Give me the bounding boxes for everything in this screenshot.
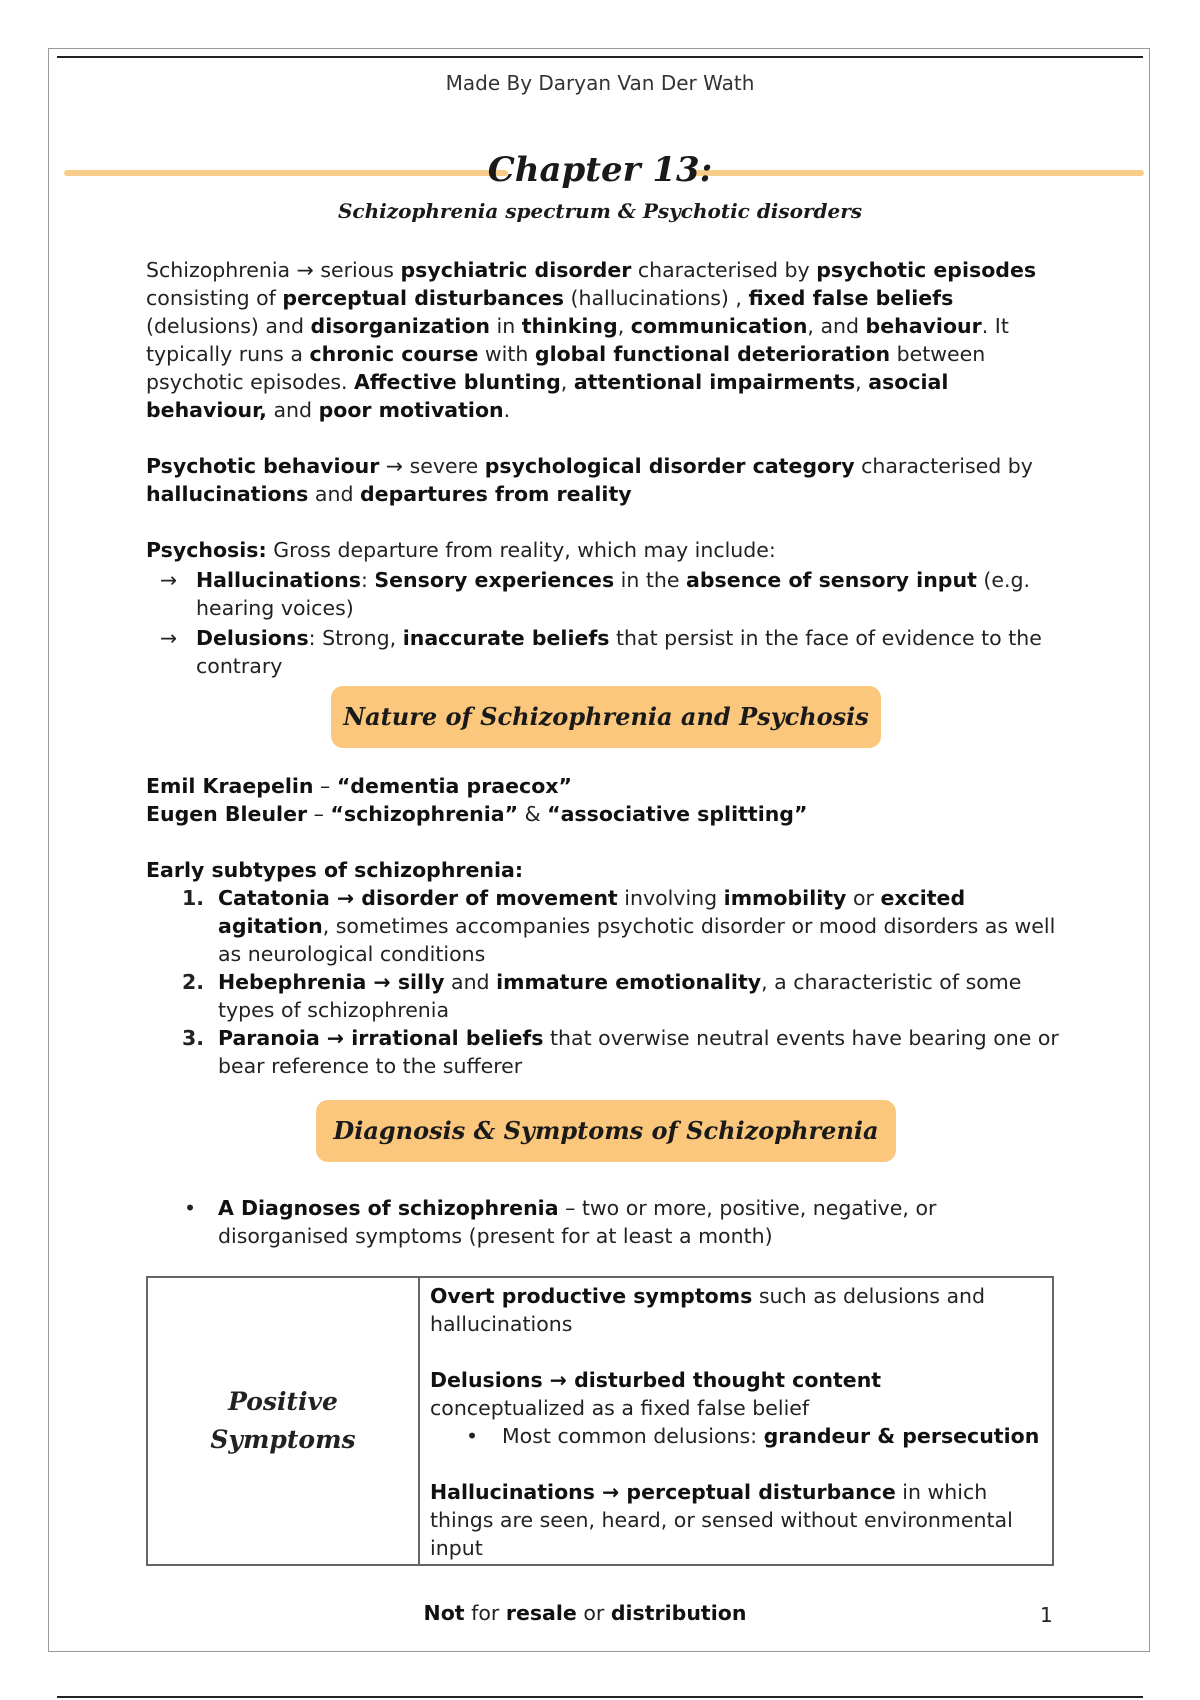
subtypes-section <box>146 856 1066 1080</box>
list-number: 2. <box>182 970 205 994</box>
item-text: and <box>444 970 497 994</box>
list-item <box>146 566 1066 622</box>
item-text: or <box>846 886 881 910</box>
intro-text: , and <box>807 314 866 338</box>
symptom-category-label: Symptoms <box>210 1425 356 1454</box>
history-dash: – <box>313 774 337 798</box>
psychosis-text: Gross departure from reality, which may include: <box>266 538 776 562</box>
intro-bold: communication <box>630 314 808 338</box>
symptom-paragraph <box>430 1478 1042 1562</box>
item-bold: Delusions <box>196 626 309 650</box>
intro-bold: perceptual disturbances <box>282 286 564 310</box>
intro-text: in <box>490 314 522 338</box>
section-banner-diagnosis: Diagnosis & Symptoms of Schizophrenia <box>316 1100 896 1162</box>
item-text: – two or more, positive, negative, or disorganised symptoms (present for at least a month) <box>218 1196 937 1248</box>
arrow-bullet-icon: → <box>160 568 178 592</box>
symptom-description-cell <box>419 1277 1053 1565</box>
psychotic-behaviour-bold: departures from reality <box>360 482 632 506</box>
item-bold: immobility <box>723 886 847 910</box>
history-name: Eugen Bleuler <box>146 802 308 826</box>
intro-bold: psychotic episodes <box>816 258 1037 282</box>
item-bold: grandeur & persecution <box>763 1424 1040 1448</box>
intro-bold: attentional impairments <box>573 370 856 394</box>
item-bold: Hallucinations → perceptual disturbance <box>430 1480 896 1504</box>
psychosis-list <box>146 566 1066 680</box>
symptom-paragraph <box>430 1282 1042 1338</box>
history-dash: – <box>307 802 331 826</box>
history-term: “associative splitting” <box>547 802 808 826</box>
intro-bold: behaviour <box>865 314 982 338</box>
item-bold: Hebephrenia → silly <box>218 970 445 994</box>
item-bold: absence of sensory input <box>686 568 977 592</box>
psychotic-behaviour-paragraph <box>146 452 1066 508</box>
item-text: Most common delusions: <box>502 1424 764 1448</box>
intro-text: . It typically runs a <box>146 314 1009 366</box>
arrow-bullet-icon: → <box>160 626 178 650</box>
history-term: “dementia praecox” <box>336 774 572 798</box>
subtypes-list <box>146 884 1066 1080</box>
history-term: “schizophrenia” <box>330 802 519 826</box>
intro-paragraph <box>146 256 1066 424</box>
item-text: that overwise neutral events have bearing one or bear reference to the sufferer <box>218 1026 1059 1078</box>
item-bold: excited agitation <box>218 886 966 938</box>
item-text: (e.g. hearing voices) <box>196 568 1031 620</box>
symptom-paragraph <box>430 1366 1042 1422</box>
item-text: in the <box>614 568 687 592</box>
item-bold: Paranoia → irrational beliefs <box>218 1026 544 1050</box>
item-bold: Delusions → disturbed thought content <box>430 1368 882 1392</box>
section-banner-nature: Nature of Schizophrenia and Psychosis <box>331 686 881 748</box>
item-bold: A Diagnoses of schizophrenia <box>218 1196 559 1220</box>
list-item <box>146 884 1066 968</box>
list-item <box>430 1422 1042 1450</box>
psychotic-behaviour-text: characterised by <box>854 454 1033 478</box>
intro-text: between psychotic episodes. <box>146 342 986 394</box>
intro-bold: Affective blunting <box>354 370 561 394</box>
top-rule <box>57 56 1143 58</box>
chapter-title: Chapter 13: <box>487 150 713 190</box>
footer-bold: resale <box>505 1601 577 1625</box>
intro-text: consisting of <box>146 286 283 310</box>
item-bold: immature emotionality <box>496 970 762 994</box>
psychotic-behaviour-bold: Psychotic behaviour <box>146 454 380 478</box>
item-text: : Strong, <box>308 626 403 650</box>
list-number: 3. <box>182 1026 205 1050</box>
intro-bold: fixed false beliefs <box>748 286 954 310</box>
intro-text: (delusions) and <box>146 314 311 338</box>
psychosis-label: Psychosis: <box>146 538 267 562</box>
intro-text: , <box>855 370 869 394</box>
chapter-subtitle: Schizophrenia spectrum & Psychotic disorders <box>337 199 863 223</box>
item-bold: Catatonia → disorder of movement <box>218 886 618 910</box>
list-item <box>146 624 1066 680</box>
intro-text: , <box>617 314 631 338</box>
list-item <box>146 1024 1066 1080</box>
footer-bold: Not <box>423 1601 465 1625</box>
intro-bold: asocial behaviour, <box>146 370 949 422</box>
psychotic-behaviour-text: → severe <box>379 454 485 478</box>
footer-bold: distribution <box>610 1601 747 1625</box>
item-text: such as delusions and hallucinations <box>430 1284 986 1336</box>
list-item <box>146 968 1066 1024</box>
symptom-category-cell <box>147 1277 419 1565</box>
bottom-rule <box>57 1696 1143 1698</box>
intro-bold: chronic course <box>309 342 479 366</box>
author-line: Made By Daryan Van Der Wath <box>445 71 755 95</box>
intro-text: and <box>266 398 319 422</box>
psychotic-behaviour-bold: hallucinations <box>146 482 309 506</box>
item-text: : <box>360 568 375 592</box>
intro-bold: disorganization <box>310 314 491 338</box>
item-bold: Hallucinations <box>196 568 361 592</box>
intro-bold: thinking <box>521 314 618 338</box>
intro-text: characterised by <box>631 258 817 282</box>
item-text: in which things are seen, heard, or sensed without environmental input <box>430 1480 1013 1560</box>
intro-text: with <box>478 342 535 366</box>
intro-text: , <box>560 370 574 394</box>
symptom-category-label: Positive <box>228 1387 338 1416</box>
psychotic-behaviour-text: and <box>308 482 360 506</box>
page-number: 1 <box>1040 1603 1053 1627</box>
item-bold: inaccurate beliefs <box>402 626 610 650</box>
psychosis-heading <box>146 536 1066 564</box>
intro-text: . <box>503 398 511 422</box>
intro-text: (hallucinations) , <box>563 286 749 310</box>
psychosis-section <box>146 536 1066 680</box>
dot-bullet-icon: • <box>184 1196 197 1220</box>
subtypes-heading <box>146 856 1066 884</box>
intro-text: Schizophrenia → serious <box>146 258 401 282</box>
history-amp: & <box>518 802 548 826</box>
table-row <box>147 1277 1053 1565</box>
intro-bold: poor motivation <box>318 398 504 422</box>
item-bold: Sensory experiences <box>374 568 615 592</box>
symptoms-table <box>146 1276 1054 1566</box>
item-text: that persist in the face of evidence to the contrary <box>196 626 1042 678</box>
list-item <box>146 1194 1066 1250</box>
intro-bold: global functional deterioration <box>534 342 891 366</box>
intro-bold: psychiatric disorder <box>400 258 632 282</box>
history-name: Emil Kraepelin <box>146 774 314 798</box>
main-content <box>146 256 1066 1566</box>
item-bold: Overt productive symptoms <box>430 1284 753 1308</box>
subtypes-heading-text: Early subtypes of schizophrenia: <box>146 858 524 882</box>
item-text: conceptualized as a fixed false belief <box>430 1396 810 1420</box>
footer-text: for <box>464 1601 506 1625</box>
item-text: involving <box>617 886 724 910</box>
list-number: 1. <box>182 886 205 910</box>
footer-notice <box>0 1601 1170 1625</box>
psychotic-behaviour-bold: psychological disorder category <box>484 454 855 478</box>
history-paragraph <box>146 772 1066 828</box>
item-text: , a characteristic of some types of schizophrenia <box>218 970 1022 1022</box>
item-text: , sometimes accompanies psychotic disorder or mood disorders as well as neurological conditions <box>218 914 1056 966</box>
footer-text: or <box>576 1601 611 1625</box>
dot-bullet-icon: • <box>466 1424 479 1448</box>
diagnosis-list <box>146 1194 1066 1250</box>
